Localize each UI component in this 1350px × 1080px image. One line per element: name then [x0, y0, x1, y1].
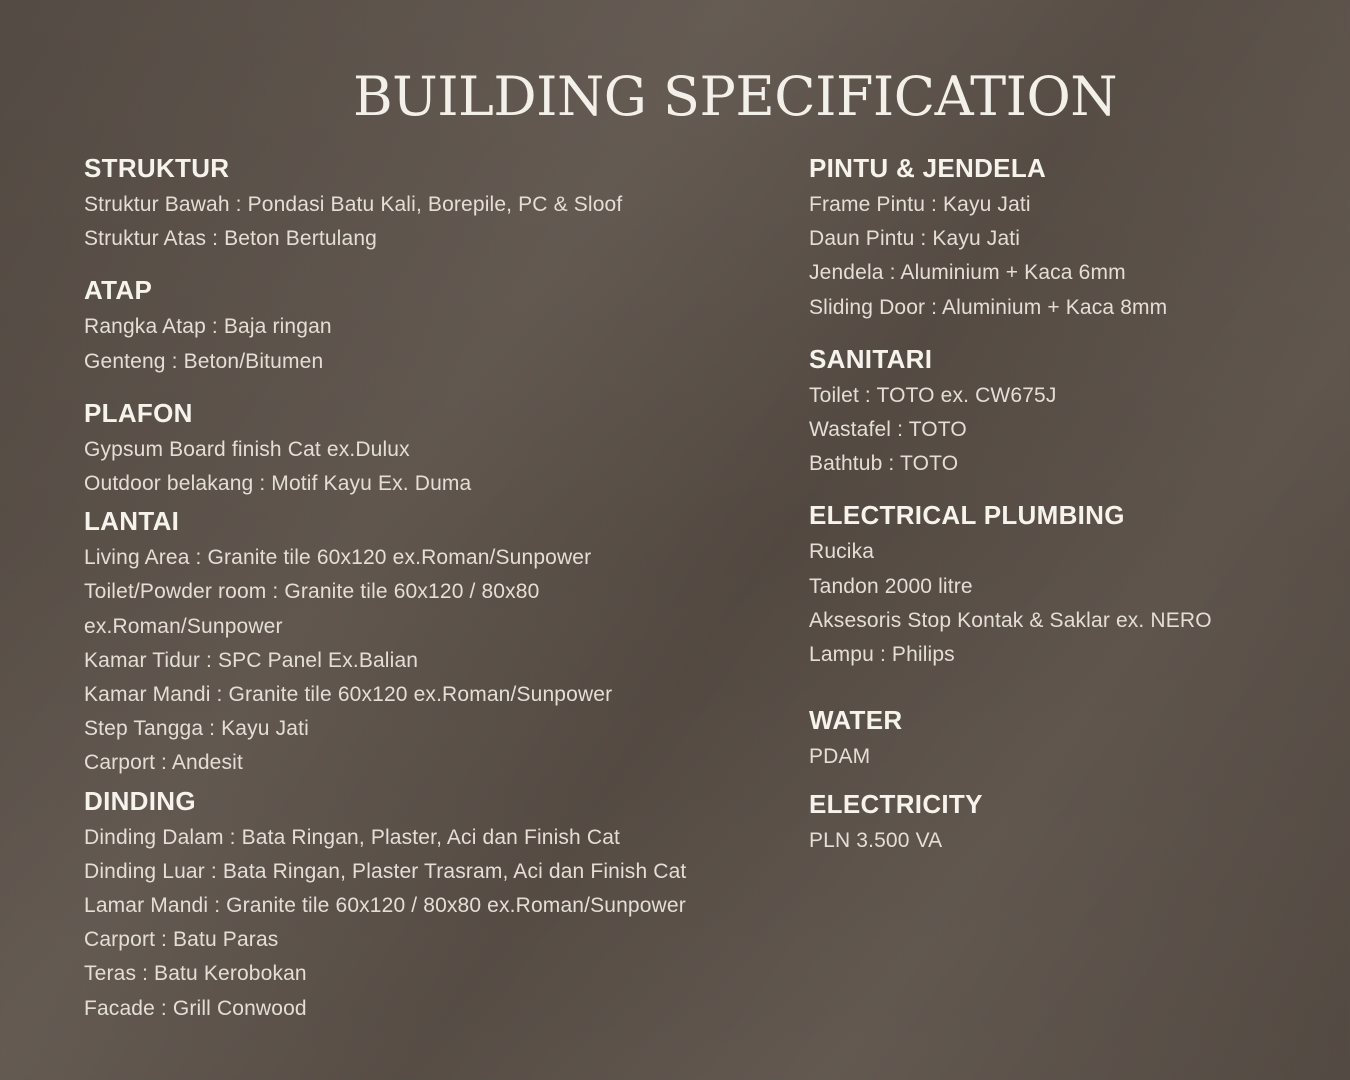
- spec-item: Struktur Bawah : Pondasi Batu Kali, Borepile, PC & Sloof: [84, 193, 623, 216]
- spec-item: Tandon 2000 litre: [809, 574, 973, 598]
- section-heading: PLAFON: [84, 397, 193, 428]
- spec-list: [84, 188, 724, 256]
- spec-item: Toilet/Powder room : Granite tile 60x120 / 80x80: [84, 580, 540, 604]
- section-lantai: [84, 501, 724, 780]
- spec-item: PLN 3.500 VA: [809, 829, 943, 853]
- section-heading: ATAP: [84, 275, 153, 306]
- right-column: [809, 148, 1309, 859]
- spec-item: Toilet : TOTO ex. CW675J: [809, 383, 1057, 407]
- spec-list: [84, 310, 724, 378]
- section-heading: DINDING: [84, 785, 196, 816]
- spec-list: [809, 188, 1309, 325]
- spec-list: [809, 379, 1309, 482]
- section-pintu-jendela: [809, 148, 1309, 325]
- spec-item: Living Area : Granite tile 60x120 ex.Roman/Sunpower: [84, 546, 592, 570]
- spec-item: Rucika: [809, 540, 875, 564]
- spec-item: ex.Roman/Sunpower: [84, 614, 283, 638]
- spec-item: Dinding Luar : Bata Ringan, Plaster Trasram, Aci dan Finish Cat: [84, 859, 687, 883]
- page-title: BUILDING SPECIFICATION: [353, 65, 1117, 129]
- spec-item: Carport : Andesit: [84, 751, 243, 775]
- spec-item: Step Tangga : Kayu Jati: [84, 717, 309, 741]
- spec-item: Daun Pintu : Kayu Jati: [809, 227, 1021, 251]
- spec-item: Lamar Mandi : Granite tile 60x120 / 80x80 ex.Roman/Sunpower: [84, 894, 686, 918]
- spec-item: Dinding Dalam : Bata Ringan, Plaster, Aci dan Finish Cat: [84, 825, 621, 849]
- section-electrical-plumbing: [809, 495, 1309, 672]
- spec-item: Rangka Atap : Baja ringan: [84, 315, 332, 339]
- spec-item: Aksesoris Stop Kontak & Saklar ex. NERO: [809, 608, 1212, 632]
- spec-list: [809, 535, 1309, 672]
- spec-item: Kamar Tidur : SPC Panel Ex.Balian: [84, 648, 419, 672]
- left-column: [84, 148, 724, 1026]
- spec-item: Sliding Door : Aluminium + Kaca 8mm: [809, 295, 1168, 319]
- section-water: [809, 700, 1309, 774]
- spec-item: Kamar Mandi : Granite tile 60x120 ex.Roman/Sunpower: [84, 683, 613, 707]
- spec-item: PDAM: [809, 745, 871, 769]
- spec-item: Frame Pintu : Kayu Jati: [809, 193, 1031, 216]
- section-heading: ELECTRICITY: [809, 789, 983, 820]
- section-struktur: [84, 148, 724, 256]
- spec-item: Facade : Grill Conwood: [84, 996, 307, 1020]
- spec-list: [84, 821, 724, 1026]
- spec-item: Genteng : Beton/Bitumen: [84, 349, 324, 373]
- section-heading: STRUKTUR: [84, 153, 230, 183]
- section-heading: PINTU & JENDELA: [809, 153, 1047, 183]
- spec-item: Gypsum Board finish Cat ex.Dulux: [84, 437, 410, 461]
- section-electricity: [809, 784, 1309, 858]
- spec-item: Bathtub : TOTO: [809, 452, 959, 476]
- section-heading: SANITARI: [809, 343, 933, 374]
- spec-list: [809, 824, 1309, 858]
- section-heading: WATER: [809, 705, 903, 736]
- section-dinding: [84, 781, 724, 1026]
- spec-item: Carport : Batu Paras: [84, 928, 279, 952]
- spec-item: Struktur Atas : Beton Bertulang: [84, 227, 377, 251]
- section-atap: [84, 270, 724, 378]
- spec-item: Teras : Batu Kerobokan: [84, 962, 307, 986]
- section-heading: ELECTRICAL PLUMBING: [809, 500, 1125, 531]
- section-plafon: [84, 393, 724, 501]
- section-sanitari: [809, 339, 1309, 482]
- spec-list: [84, 433, 724, 501]
- spec-list: [809, 740, 1309, 774]
- spec-item: Jendela : Aluminium + Kaca 6mm: [809, 261, 1126, 285]
- spec-item: Outdoor belakang : Motif Kayu Ex. Duma: [84, 472, 472, 496]
- section-heading: LANTAI: [84, 506, 180, 537]
- spec-item: Lampu : Philips: [809, 643, 955, 667]
- spec-list: [84, 541, 724, 780]
- spec-item: Wastafel : TOTO: [809, 418, 967, 442]
